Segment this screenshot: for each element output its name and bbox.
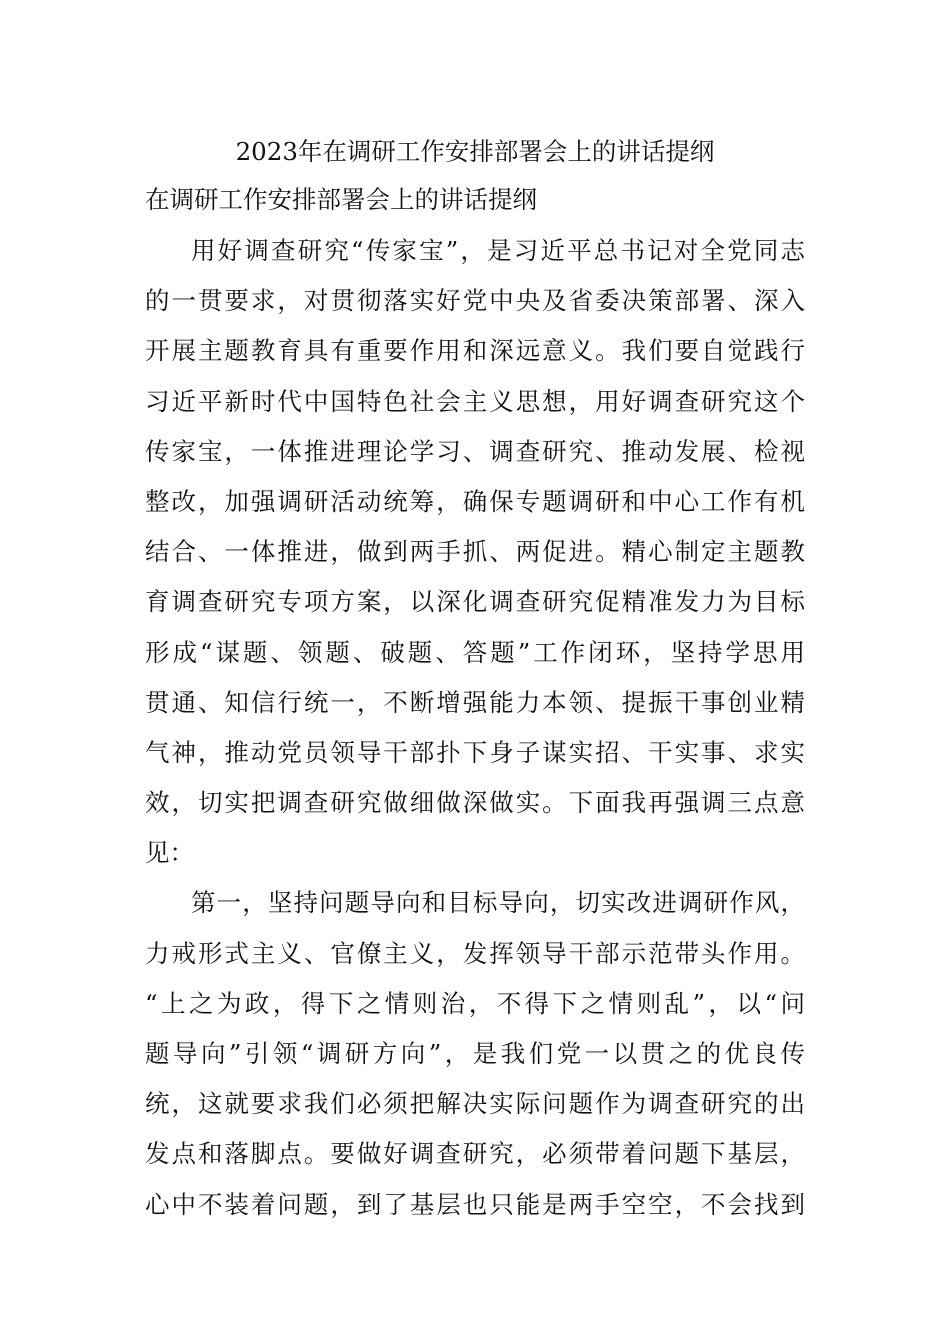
text-line: 习近平新时代中国特色社会主义思想，用好调查研究这个 xyxy=(145,386,805,416)
text-line: 结合、一体推进，做到两手抓、两促进。精心制定主题教 xyxy=(145,537,805,567)
document-subtitle: 在调研工作安排部署会上的讲话提纲 xyxy=(145,185,537,214)
text-line: 用好调查研究“传家宝”，是习近平总书记对全党同志 xyxy=(191,236,805,265)
paragraph-point-one xyxy=(145,878,805,1229)
text-line: 贯通、知信行统一，不断增强能力本领、提振干事创业精 xyxy=(145,687,805,717)
text-line: 整改，加强调研活动统筹，确保专题调研和中心工作有机 xyxy=(145,486,805,516)
text-line: 第一，坚持问题导向和目标导向，切实改进调研作风， xyxy=(191,888,805,918)
text-line: 见： xyxy=(145,838,194,868)
text-line: 题导向”引领“调研方向”，是我们党一以贯之的优良传 xyxy=(145,1039,805,1068)
document-title: 2023年在调研工作安排部署会上的讲话提纲 xyxy=(235,137,715,166)
paragraph-intro xyxy=(145,226,805,878)
text-line: 气神，推动党员领导干部扑下身子谋实招、干实事、求实 xyxy=(145,737,805,767)
text-line: 发点和落脚点。要做好调查研究，必须带着问题下基层， xyxy=(145,1139,805,1169)
text-line: 开展主题教育具有重要作用和深远意义。我们要自觉践行 xyxy=(145,336,805,366)
text-line: 心中不装着问题，到了基层也只能是两手空空，不会找到 xyxy=(145,1189,805,1219)
text-line: 统，这就要求我们必须把解决实际问题作为调查研究的出 xyxy=(145,1089,805,1119)
text-line: 的一贯要求，对贯彻落实好党中央及省委决策部署、深入 xyxy=(145,286,805,316)
text-line: 育调查研究专项方案，以深化调查研究促精准发力为目标 xyxy=(145,587,805,617)
text-line: 效，切实把调查研究做细做深做实。下面我再强调三点意 xyxy=(145,788,805,818)
document-body xyxy=(145,226,805,1230)
text-line: “上之为政，得下之情则治，不得下之情则乱”，以“问 xyxy=(145,988,805,1018)
text-line: 力戒形式主义、官僚主义，发挥领导干部示范带头作用。 xyxy=(145,938,805,968)
text-line: 传家宝，一体推进理论学习、调查研究、推动发展、检视 xyxy=(145,436,805,466)
text-line: 形成“谋题、领题、破题、答题”工作闭环，坚持学思用 xyxy=(145,637,805,667)
